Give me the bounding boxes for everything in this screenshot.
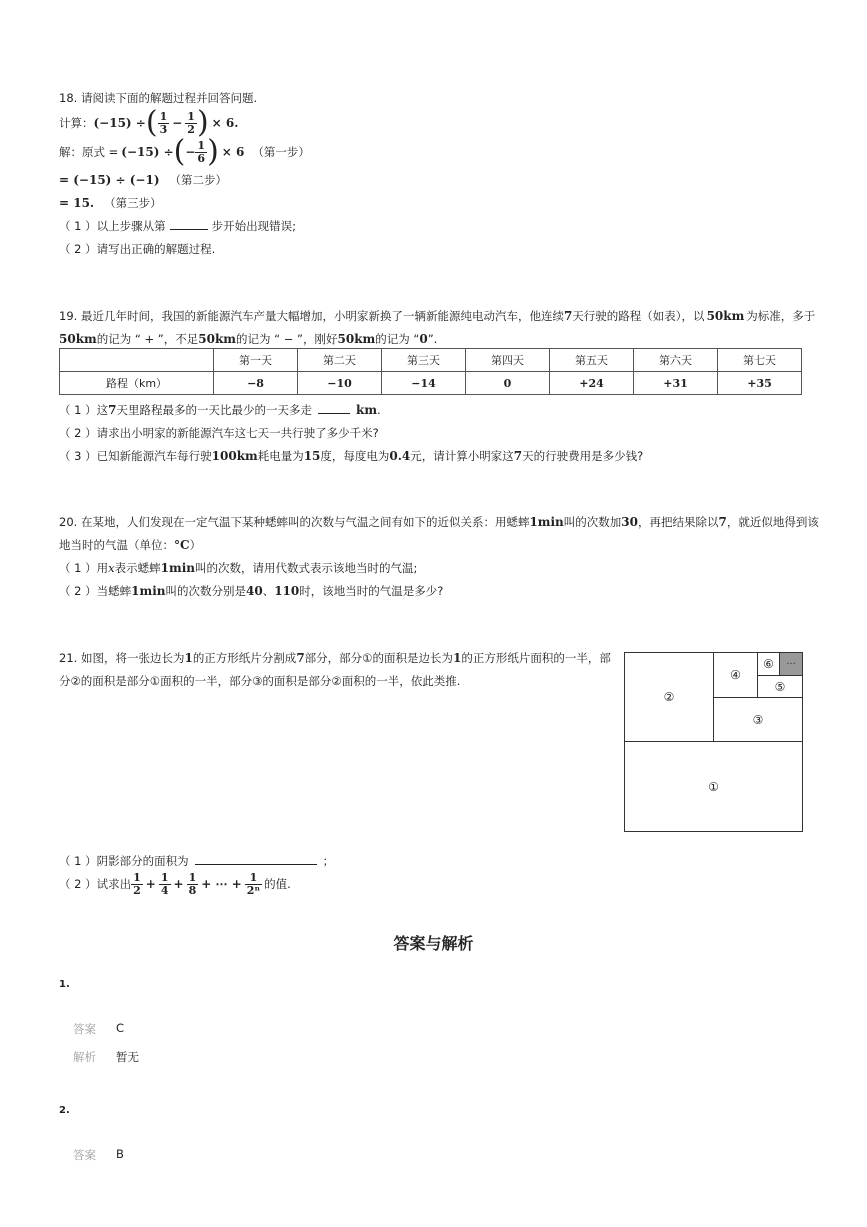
table-header-cell: 第五天 — [550, 349, 634, 372]
answer-blank — [170, 218, 208, 230]
table-row-label: 路程（km） — [60, 372, 214, 395]
table-cell: +31 — [634, 372, 718, 395]
figure-part-3: ③ — [713, 697, 803, 742]
answer-blank — [195, 853, 317, 865]
q20-part1: （ 1 ）用x表示蟋蟀1min叫的次数，请用代数式表示该地当时的气温; — [59, 561, 418, 575]
figure-part-5: ⑤ — [757, 675, 803, 698]
q18-calc-right: × 6. — [211, 116, 239, 130]
q19-part1: （ 1 ）这7天里路程最多的一天比最少的一天多走 km. — [59, 403, 381, 417]
q20-title-line2: 地当时的气温（单位：°C） — [59, 538, 202, 552]
analysis-value: 暂无 — [116, 1050, 139, 1064]
answer-label: 答案 — [73, 1148, 96, 1162]
q18-part2: （ 2 ）请写出正确的解题过程. — [59, 242, 216, 256]
q18-sol-left: (−15) ÷ — [121, 145, 174, 159]
q18-frac-2: $\frac{1}{2}$ — [187, 109, 195, 136]
q18-sol-frac-sign: − — [185, 145, 196, 159]
table-cell: −10 — [298, 372, 382, 395]
q18-lparen: ( — [145, 105, 158, 140]
q18-sol-rparen: ) — [207, 134, 219, 169]
table-cell: −14 — [382, 372, 466, 395]
table-row — [60, 372, 802, 395]
q18-step1: （第一步） — [252, 145, 310, 159]
answer-item-number: 1. — [59, 979, 70, 990]
table-header-cell: 第二天 — [298, 349, 382, 372]
q18-sol-label: 解：原式 = — [59, 145, 119, 159]
q18-calc-left: (−15) ÷ — [93, 116, 146, 130]
table-cell: 0 — [466, 372, 550, 395]
answer-value: C — [116, 1021, 125, 1035]
q18-minus: − — [172, 116, 183, 130]
q19-part2: （ 2 ）请求出小明家的新能源汽车这七天一共行驶了多少千米? — [59, 426, 379, 440]
answer-blank — [318, 402, 350, 414]
q18-solution-line — [59, 136, 310, 168]
table-header-cell: 第四天 — [466, 349, 550, 372]
q18-sol-frac: $\frac{1}{6}$ — [197, 138, 206, 165]
answer-item-number: 2. — [59, 1105, 70, 1116]
answer-label: 答案 — [73, 1022, 96, 1036]
series-term: $\frac{1}{2}$ — [133, 870, 141, 897]
table-header-cell — [60, 349, 214, 372]
q21-part1: （ 1 ）阴影部分的面积为 ； — [59, 854, 335, 868]
q18-line3: = 15. （第三步） — [59, 196, 162, 210]
q18-frac-1: $\frac{1}{3}$ — [159, 109, 168, 136]
q18-sol-lparen: ( — [173, 134, 186, 169]
mileage-table — [59, 348, 802, 395]
q19-title: 19. 最近几年时间，我国的新能源汽车产量大幅增加，小明家新换了一辆新能源纯电动汽车，他连续7天行驶的路程（如表），以 50km 为标准，多于 — [59, 309, 816, 323]
table-header-cell: 第六天 — [634, 349, 718, 372]
answers-title: 答案与解析 — [393, 934, 474, 953]
figure-part-4: ④ — [713, 652, 758, 698]
q18-line2: = (−15) ÷ (−1) （第二步） — [59, 173, 228, 187]
q18-part1: （ 1 ）以上步骤从第 步开始出现错误; — [59, 219, 297, 233]
q21-part2: （ 2 ）试求出 $\frac{1}{2}$ + $\frac{1}{4}$ + $\frac{1}{8}$ + ⋯ + $\frac{1}{\text{2ⁿ}}$ 的值. — [59, 870, 291, 897]
q18-sol-right: × 6 — [221, 145, 245, 159]
q18-calc-label: 计算： — [59, 116, 94, 130]
table-header-row — [60, 349, 802, 372]
q18-rparen: ) — [196, 105, 209, 140]
q18-title: 18. 请阅读下面的解题过程并回答问题. — [59, 91, 258, 105]
series-term: $\frac{1}{\text{2ⁿ}}$ — [246, 870, 261, 897]
table-cell: +24 — [550, 372, 634, 395]
q21-title-line2: 分②的面积是部分①面积的一半，部分③的面积是部分②面积的一半，依此类推. — [59, 674, 461, 688]
q21-title: 21. 如图，将一张边长为1的正方形纸片分割成7部分，部分①的面积是边长为1的正方形纸片面积的一半，部 — [59, 651, 611, 665]
answer-value: B — [116, 1147, 124, 1161]
table-cell: +35 — [718, 372, 802, 395]
figure-part-1: ① — [624, 741, 803, 832]
q19-part3: （ 3 ）已知新能源汽车每行驶100km耗电量为15度，每度电为0.4元，请计算小明家这7天的行驶费用是多少钱? — [59, 449, 644, 463]
q19-title-line2: 50km的记为 “ + ”，不足50km的记为 “ − ”，刚好50km的记为 “0”. — [59, 332, 438, 346]
shaded-part: ··· — [779, 652, 803, 676]
table-header-cell: 第七天 — [718, 349, 802, 372]
table-cell: −8 — [214, 372, 298, 395]
series-term: $\frac{1}{8}$ — [188, 870, 197, 897]
analysis-label: 解析 — [73, 1050, 96, 1064]
series-term: $\frac{1}{4}$ — [160, 870, 169, 897]
figure-part-6: ⑥ — [757, 652, 780, 676]
q20-title: 20. 在某地，人们发现在一定气温下某种蟋蟀叫的次数与气温之间有如下的近似关系：用蟋蟀1min叫的次数加30，再把结果除以7，就近似地得到该 — [59, 515, 819, 529]
q20-part2: （ 2 ）当蟋蟀1min叫的次数分别是40、110时，该地当时的气温是多少? — [59, 584, 444, 598]
figure-part-2: ② — [624, 652, 714, 742]
table-header-cell: 第三天 — [382, 349, 466, 372]
table-header-cell: 第一天 — [214, 349, 298, 372]
